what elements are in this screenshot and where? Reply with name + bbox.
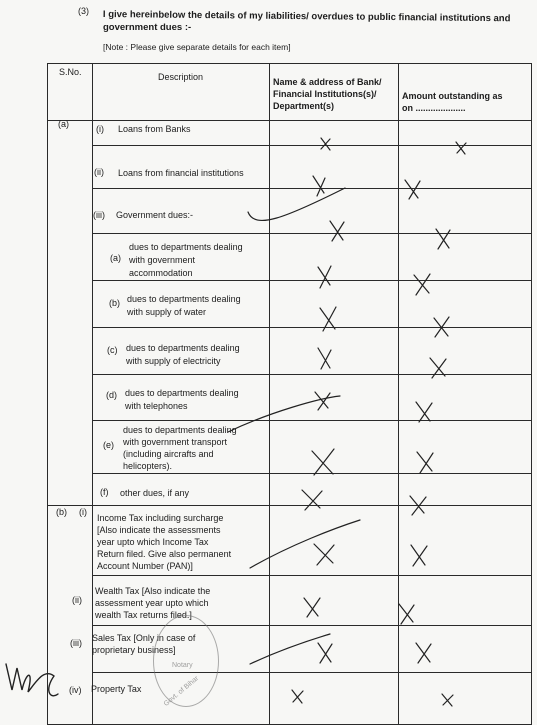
pen-cross (292, 690, 303, 703)
row-description: dues to departments dealing with supply of water (127, 294, 241, 317)
header-description: Description (158, 72, 204, 82)
pen-cross (417, 452, 433, 473)
pen-cross (318, 266, 331, 288)
pen-cross (436, 229, 450, 249)
row-description: dues to departments dealing with government transport (including aircrafts and helicopters). (123, 425, 237, 471)
row-sub: (iii) (93, 210, 105, 220)
pen-cross (442, 694, 453, 706)
pen-cross (313, 176, 325, 196)
row-description: dues to departments dealing with supply of electricity (126, 343, 240, 366)
row-sub: (a) (110, 253, 121, 263)
pen-stroke (250, 634, 330, 664)
row-sub: (f) (100, 487, 109, 497)
pen-cross (302, 490, 322, 510)
pen-cross (318, 643, 332, 663)
intro-line-1: I give hereinbelow the details of my liabilities/ overdues to public financial institutions and (102, 9, 511, 25)
pen-cross (434, 317, 449, 337)
pen-cross (411, 545, 427, 566)
pen-cross (321, 138, 330, 150)
row-description: Income Tax including surcharge [Also indicate the assessments year upto which Income Tax Return filed. Give also permanent Account Number (PAN)] (97, 513, 232, 571)
pen-cross (312, 449, 334, 475)
row-sno: (a) (58, 119, 69, 129)
header-name-address: Name & address of Bank/ Financial Institutions(s)/ Department(s) (273, 77, 382, 111)
row-description: Loans from Banks (118, 124, 191, 134)
header-sno: S.No. (59, 67, 82, 77)
row-sno: (b) (56, 507, 67, 517)
pen-cross (410, 496, 426, 515)
intro-line-2: government dues :- (103, 22, 192, 33)
pen-cross (399, 604, 414, 624)
row-sub: (i) (79, 507, 87, 517)
row-sub: (e) (103, 440, 114, 450)
row-sub: (iii) (70, 638, 82, 648)
pen-cross (315, 392, 330, 410)
stamp-top-text: Notary (172, 662, 193, 669)
pen-cross (320, 307, 336, 331)
stamp-bottom-text: Govt. of Bihar (162, 675, 201, 708)
row-description: dues to departments dealing with government accommodation (129, 242, 243, 278)
row-description: Wealth Tax [Also indicate the assessment year upto which wealth Tax returns filed.] (95, 586, 211, 620)
row-description: Loans from financial institutions (118, 168, 244, 178)
row-description: Property Tax (91, 684, 142, 694)
signature (6, 664, 58, 696)
row-sub: (b) (109, 298, 120, 308)
row-sub: (i) (96, 124, 104, 134)
row-sub: (iv) (69, 685, 82, 695)
row-sub: (ii) (72, 595, 82, 605)
row-sub: (ii) (94, 167, 104, 177)
header-amount: Amount outstanding as on .................... (402, 91, 503, 113)
row-description: dues to departments dealing with telephones (125, 388, 239, 411)
pen-cross (304, 598, 320, 617)
row-description: other dues, if any (120, 488, 190, 498)
pen-cross (314, 544, 334, 565)
note-text: [Note : Please give separate details for each item] (103, 42, 291, 52)
pen-cross (416, 643, 431, 663)
pen-stroke (248, 188, 345, 220)
pen-cross (330, 221, 344, 241)
pen-cross (456, 142, 466, 154)
pen-cross (414, 274, 430, 295)
row-sub: (c) (107, 345, 118, 355)
pen-stroke (250, 520, 360, 568)
pen-cross (318, 348, 331, 369)
row-sub: (d) (106, 390, 117, 400)
pen-cross (430, 358, 446, 378)
section-number: (3) (78, 6, 89, 16)
row-description: Sales Tax [Only in case of proprietary business] (92, 633, 196, 655)
row-description: Government dues:- (116, 210, 194, 220)
pen-cross (405, 180, 420, 199)
pen-cross (416, 402, 432, 422)
